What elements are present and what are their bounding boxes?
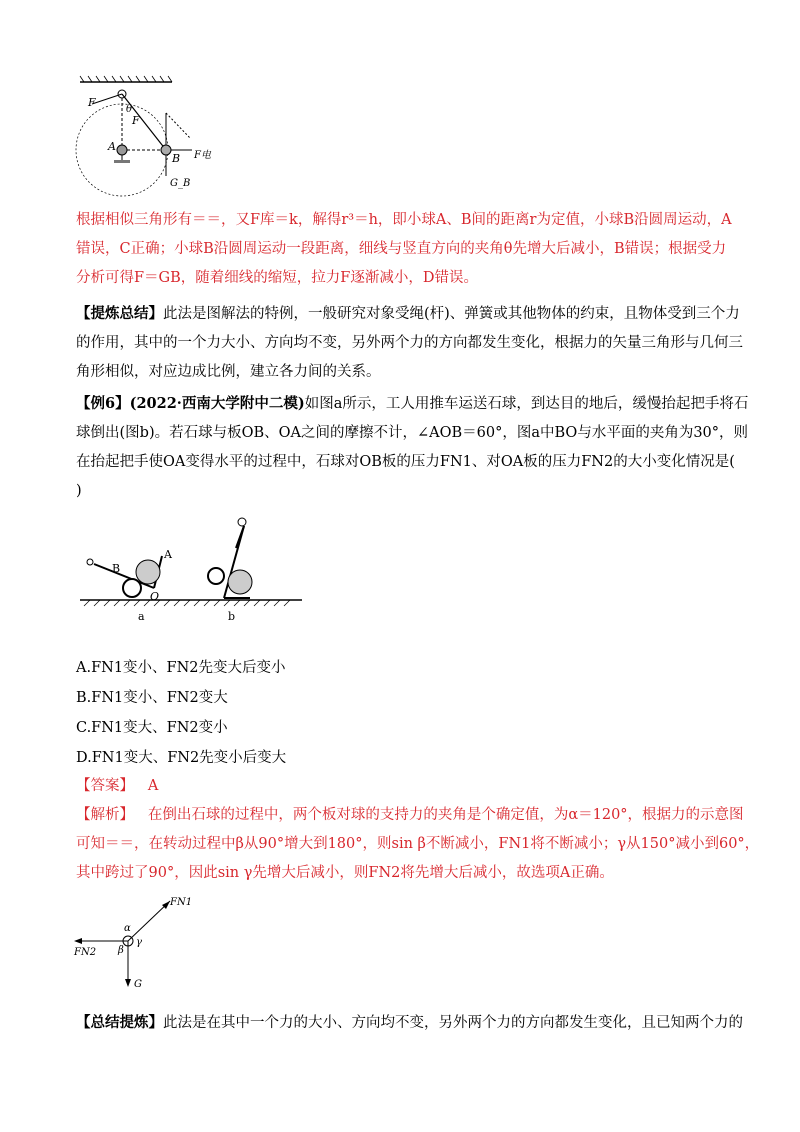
solution-line-3: 分析可得F＝GB，随着细线的缩短，拉力F逐渐减小，D错误。 [76,270,478,286]
label-F-top: F [88,96,96,109]
analysis-paragraph [76,801,760,888]
solution-line-1: 根据相似三角形有＝＝，又F库＝k，解得r³＝h，即小球A、B间的距离r为定值，小球B沿圆周运动，A [76,212,732,228]
summary-line-3: 角形相似，对应边成比例，建立各力间的关系。 [76,364,381,380]
figure-hanging-ball [72,68,222,198]
summary-line-1: 此法是图解法的特例，一般研究对象受绳(杆)、弹簧或其他物体的约束，且物体受到三个力 [163,306,740,322]
example-line-2: 球倒出(图b)。若石球与板OB、OA之间的摩擦不计，∠AOB＝60°，图a中BO与水平面的夹角为30°，则 [76,425,749,441]
answer-tag: 【答案】 [76,778,134,794]
option-D[interactable]: D.FN1变大、FN2先变小后变大 [76,750,287,766]
example-source: (2022·西南大学附中二模) [129,395,305,412]
summary-line-2: 的作用，其中的一个力大小、方向均不变，另外两个力的方向都发生变化，根据力的矢量三角形与几何三 [76,335,743,351]
answer-line [76,772,736,801]
label-B: B [172,152,181,165]
analysis-line-1: 在倒出石球的过程中，两个板对球的支持力的夹角是个确定值，为α＝120°，根据力的示意图 [147,807,744,823]
cart-label-A: A [164,548,172,561]
label-FN1: FN1 [170,897,193,908]
option-B[interactable]: B.FN1变小、FN2变大 [76,690,228,706]
analysis-line-2: 可知＝＝，在转动过程中β从90°增大到180°，则sin β不断减小，FN1将不断减小；γ从150°减小到60°， [76,836,760,852]
figure-cart [76,516,306,624]
label-alpha: α [124,923,131,934]
option-A[interactable]: A.FN1变小、FN2先变大后变小 [76,660,286,676]
label-gamma: γ [136,937,142,948]
summary2-line-1: 此法是在其中一个力的大小、方向均不变，另外两个力的方向都发生变化，且已知两个力的 [163,1015,743,1031]
solution-paragraph [76,206,736,293]
summary-paragraph [76,299,743,387]
cart-label-b: b [228,610,236,623]
analysis-line-3: 其中跨过了90°，因此sin γ先增大后减小，则FN2将先增大后减小，故选项A正确。 [76,865,614,881]
label-GB: G_B [170,178,191,189]
cart-label-a: a [138,610,145,623]
label-F-elec: F电 [194,150,211,161]
summary-tag: 【提炼总结】 [76,305,163,322]
summary2-tag: 【总结提炼】 [76,1014,163,1031]
figure-force-diagram [70,893,230,999]
analysis-tag: 【解析】 [76,807,134,823]
solution-line-2: 错误，C正确；小球B沿圆周运动一段距离，细线与竖直方向的夹角θ先增大后减小，B错误；根据受力 [76,241,727,257]
example-question [76,389,749,506]
label-G: G [134,979,142,990]
label-theta: θ [126,104,133,115]
example-line-1: 如图a所示，工人用推车运送石球，到达目的地后，缓慢抬起把手将石 [304,396,749,412]
option-C[interactable]: C.FN1变大、FN2变小 [76,720,228,736]
example-line-3: 在抬起把手使OA变得水平的过程中，石球对OB板的压力FN1、对OA板的压力FN2的大小变化情况是( [76,454,735,470]
label-FN2: FN2 [74,947,97,958]
example-line-4: ) [76,483,82,499]
label-A: A [108,140,116,153]
answer-value: A [147,778,159,794]
summary2-paragraph [76,1008,743,1038]
example-tag: 【例6】 [76,395,130,412]
cart-label-B: B [112,562,121,575]
label-beta: β [118,945,124,956]
label-F-mid: F [132,114,140,127]
cart-label-O: O [150,590,160,603]
